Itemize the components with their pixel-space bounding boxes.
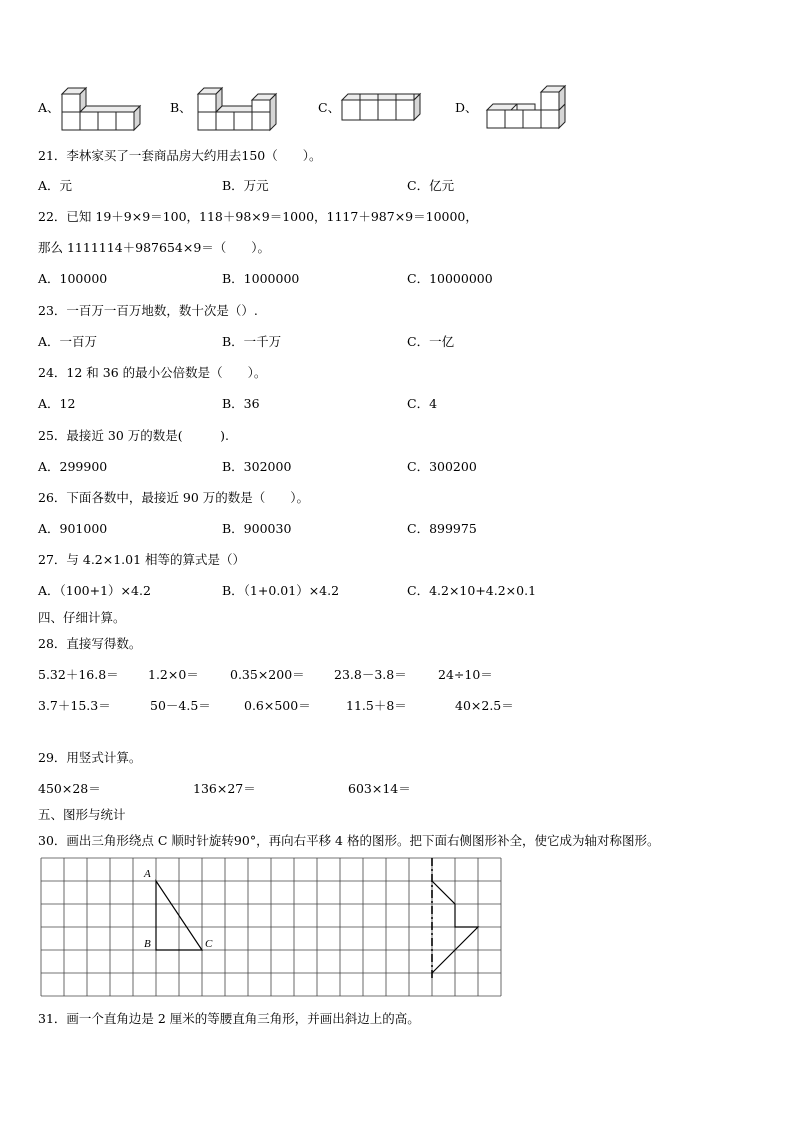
- q26-option-c[interactable]: C．899975: [407, 521, 477, 536]
- q26-option-a[interactable]: A．901000: [38, 521, 108, 536]
- q28-item: 50－4.5＝: [150, 698, 211, 713]
- q26-option-b[interactable]: B．900030: [222, 521, 292, 536]
- q20-option-d-label: D、: [455, 100, 478, 115]
- q29-stem: 29．用竖式计算。: [38, 750, 142, 765]
- q20-option-c-figure: [342, 90, 432, 126]
- q28-item: 1.2×0＝: [148, 667, 199, 682]
- q28-item: 5.32＋16.8＝: [38, 667, 119, 682]
- q25-option-a[interactable]: A．299900: [38, 459, 108, 474]
- q22-stem-line1: 22．已知 19＋9×9＝100，118＋98×9＝1000，1117＋987×9＝10000，: [38, 209, 478, 224]
- q24-option-a[interactable]: A．12: [38, 396, 76, 411]
- q28-item: 11.5＋8＝: [346, 698, 407, 713]
- q22-stem-line2: 那么 1111114＋987654×9＝（ ）。: [38, 240, 271, 255]
- q25-option-c[interactable]: C．300200: [407, 459, 477, 474]
- section-4-heading: 四、仔细计算。: [38, 610, 126, 625]
- q20-option-a-label: A、: [38, 100, 60, 115]
- q27-stem: 27．与 4.2×1.01 相等的算式是（）: [38, 552, 246, 567]
- q29-item: 136×27＝: [193, 781, 256, 796]
- q28-item: 40×2.5＝: [455, 698, 514, 713]
- q21-option-a[interactable]: A．元: [38, 178, 73, 193]
- point-a-label: A: [144, 868, 151, 880]
- q28-item: 3.7＋15.3＝: [38, 698, 111, 713]
- point-c-label: C: [205, 938, 213, 950]
- q30-grid-figure[interactable]: [41, 858, 501, 998]
- q25-stem: 25．最接近 30 万的数是( ).: [38, 428, 229, 443]
- q23-option-a[interactable]: A．一百万: [38, 334, 98, 349]
- q21-option-b[interactable]: B．万元: [222, 178, 269, 193]
- q24-option-b[interactable]: B．36: [222, 396, 260, 411]
- q28-stem: 28．直接写得数。: [38, 636, 142, 651]
- q23-stem: 23．一百万一百万地数，数十次是（）.: [38, 303, 258, 318]
- q27-option-c[interactable]: C．4.2×10+4.2×0.1: [407, 583, 537, 598]
- q29-item: 450×28＝: [38, 781, 101, 796]
- q30-stem: 30．画出三角形绕点 C 顺时针旋转90°，再向右平移 4 格的图形。把下面右侧图形补全，使它成为轴对称图形。: [38, 833, 660, 848]
- q25-option-b[interactable]: B．302000: [222, 459, 292, 474]
- q24-option-c[interactable]: C．4: [407, 396, 438, 411]
- q27-option-a[interactable]: A．（100+1）×4.2: [38, 583, 151, 598]
- q31-stem: 31．画一个直角边是 2 厘米的等腰直角三角形，并画出斜边上的高。: [38, 1011, 420, 1026]
- q20-option-b-label: B、: [170, 100, 192, 115]
- q27-option-b[interactable]: B．（1+0.01）×4.2: [222, 583, 340, 598]
- cube: [62, 88, 140, 130]
- q20-option-c-label: C、: [318, 100, 341, 115]
- q26-stem: 26．下面各数中，最接近 90 万的数是（ ）。: [38, 490, 310, 505]
- q20-option-d-figure: [487, 84, 577, 132]
- q23-option-c[interactable]: C．一亿: [407, 334, 455, 349]
- q20-option-a-figure: [62, 82, 142, 132]
- q22-option-b[interactable]: B．1000000: [222, 271, 300, 286]
- q21-stem: 21．李林家买了一套商品房大约用去150（ ）。: [38, 148, 322, 163]
- q28-item: 0.35×200＝: [230, 667, 305, 682]
- q22-option-c[interactable]: C．10000000: [407, 271, 493, 286]
- q24-stem: 24．12 和 36 的最小公倍数是（ ）。: [38, 365, 267, 380]
- q21-option-c[interactable]: C．亿元: [407, 178, 455, 193]
- q28-item: 0.6×500＝: [244, 698, 311, 713]
- q22-option-a[interactable]: A．100000: [38, 271, 108, 286]
- section-5-heading: 五、图形与统计: [38, 807, 126, 822]
- q23-option-b[interactable]: B．一千万: [222, 334, 282, 349]
- q20-option-b-figure: [198, 82, 288, 132]
- q28-item: 24÷10＝: [438, 667, 493, 682]
- point-b-label: B: [144, 938, 151, 950]
- q28-item: 23.8－3.8＝: [334, 667, 407, 682]
- q29-item: 603×14＝: [348, 781, 411, 796]
